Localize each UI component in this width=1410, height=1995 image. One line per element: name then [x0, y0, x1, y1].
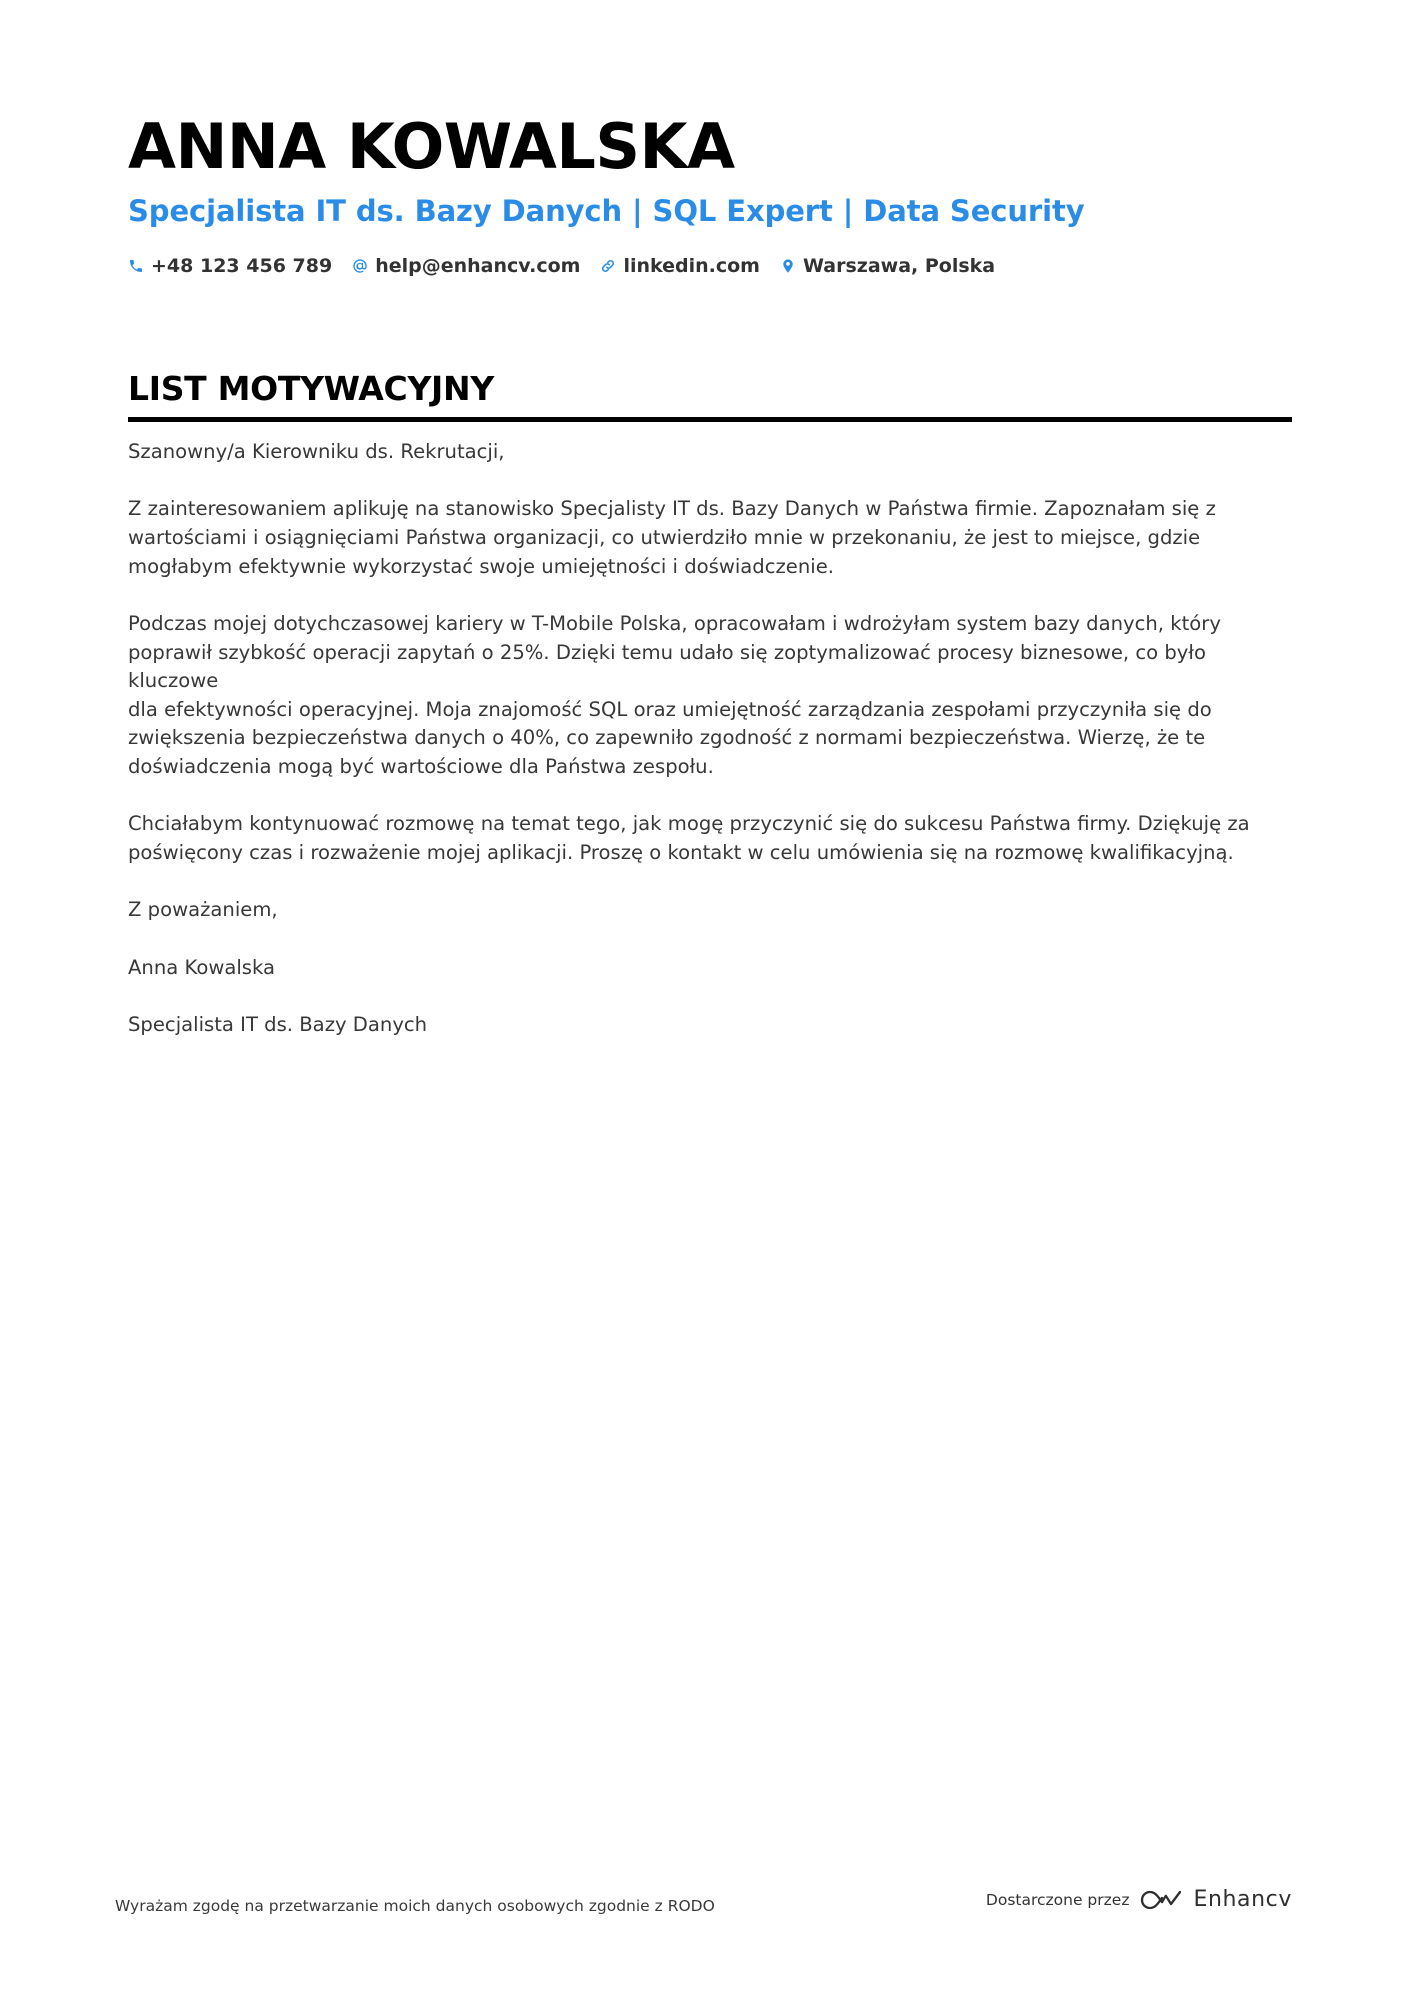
signature-title: Specjalista IT ds. Bazy Danych: [128, 1013, 428, 1037]
link-icon: [600, 258, 616, 274]
enhancv-logo-icon: [1139, 1888, 1185, 1912]
section-title: LIST MOTYWACYJNY: [128, 369, 494, 408]
section-divider: [128, 417, 1292, 422]
letter-paragraph: Chciałabym kontynuować rozmowę na temat tego, jak mogę przyczynić się do sukcesu Państwa firmy. Dziękuję za poświęcony czas i rozważenie mojej aplikacji. Proszę o kontakt w celu umówienia się na rozmowę kwalifikacyjną.: [128, 812, 1250, 864]
letter-paragraph: Podczas mojej dotychczasowej kariery w T-Mobile Polska, opracowałam i wdrożyłam system bazy danych, który poprawił szybkość operacji zapytań o 25%. Dzięki temu udało się zoptymalizować procesy biznesowe, co było kluczowe dla efektywności operacyjnej. Moja znajomość SQL oraz umiejętność zarządzania zespołami przyczyniła się do zwiększenia bezpieczeństwa danych o 40%, co zapewniło zgodność z normami bezpieczeństwa. Wierzę, że te doświadczenia mogą być wartościowe dla Państwa zespołu.: [128, 611, 1221, 778]
phone-icon: [128, 258, 144, 274]
letter-paragraph: Z zainteresowaniem aplikuję na stanowisko Specjalisty IT ds. Bazy Danych w Państwa firmie. Zapoznałam się z wartościami i osiągnięciami Państwa organizacji, co utwierdziło mnie w przekonaniu, że jest to miejsce, gdzie mogłabym efektywnie wykorzystać swoje umiejętności i doświadczenie.: [128, 497, 1216, 578]
letter-section-header: [128, 365, 1292, 422]
location-pin-icon: [780, 258, 796, 274]
rodo-consent: Wyrażam zgodę na przetwarzanie moich danych osobowych zgodnie z RODO: [115, 1897, 715, 1915]
candidate-headline: Specjalista IT ds. Bazy Danych | SQL Expert | Data Security: [128, 194, 1085, 228]
contact-bar: [128, 255, 1292, 277]
brand-name: Enhancv: [1193, 1887, 1292, 1912]
contact-location: [780, 255, 995, 277]
at-icon: [352, 258, 368, 274]
resume-header: [128, 104, 1292, 277]
location-text: Warszawa, Polska: [802, 255, 996, 277]
enhancv-logo: [1139, 1888, 1292, 1912]
contact-email: [352, 255, 580, 277]
letter-body: [128, 438, 1292, 1068]
contact-linkedin: [600, 255, 760, 277]
phone-text[interactable]: +48 123 456 789: [151, 255, 333, 277]
email-text[interactable]: help@enhancv.com: [375, 255, 581, 277]
linkedin-text[interactable]: linkedin.com: [623, 255, 760, 277]
letter-closing: Z poważaniem,: [128, 898, 278, 922]
signature-name: Anna Kowalska: [128, 955, 276, 979]
provider-footer: [986, 1888, 1292, 1912]
contact-phone: [128, 255, 332, 277]
provided-by-text: Dostarczone przez: [985, 1891, 1130, 1909]
candidate-name: ANNA KOWALSKA: [128, 110, 735, 183]
letter-salutation: Szanowny/a Kierowniku ds. Rekrutacji,: [128, 440, 505, 463]
